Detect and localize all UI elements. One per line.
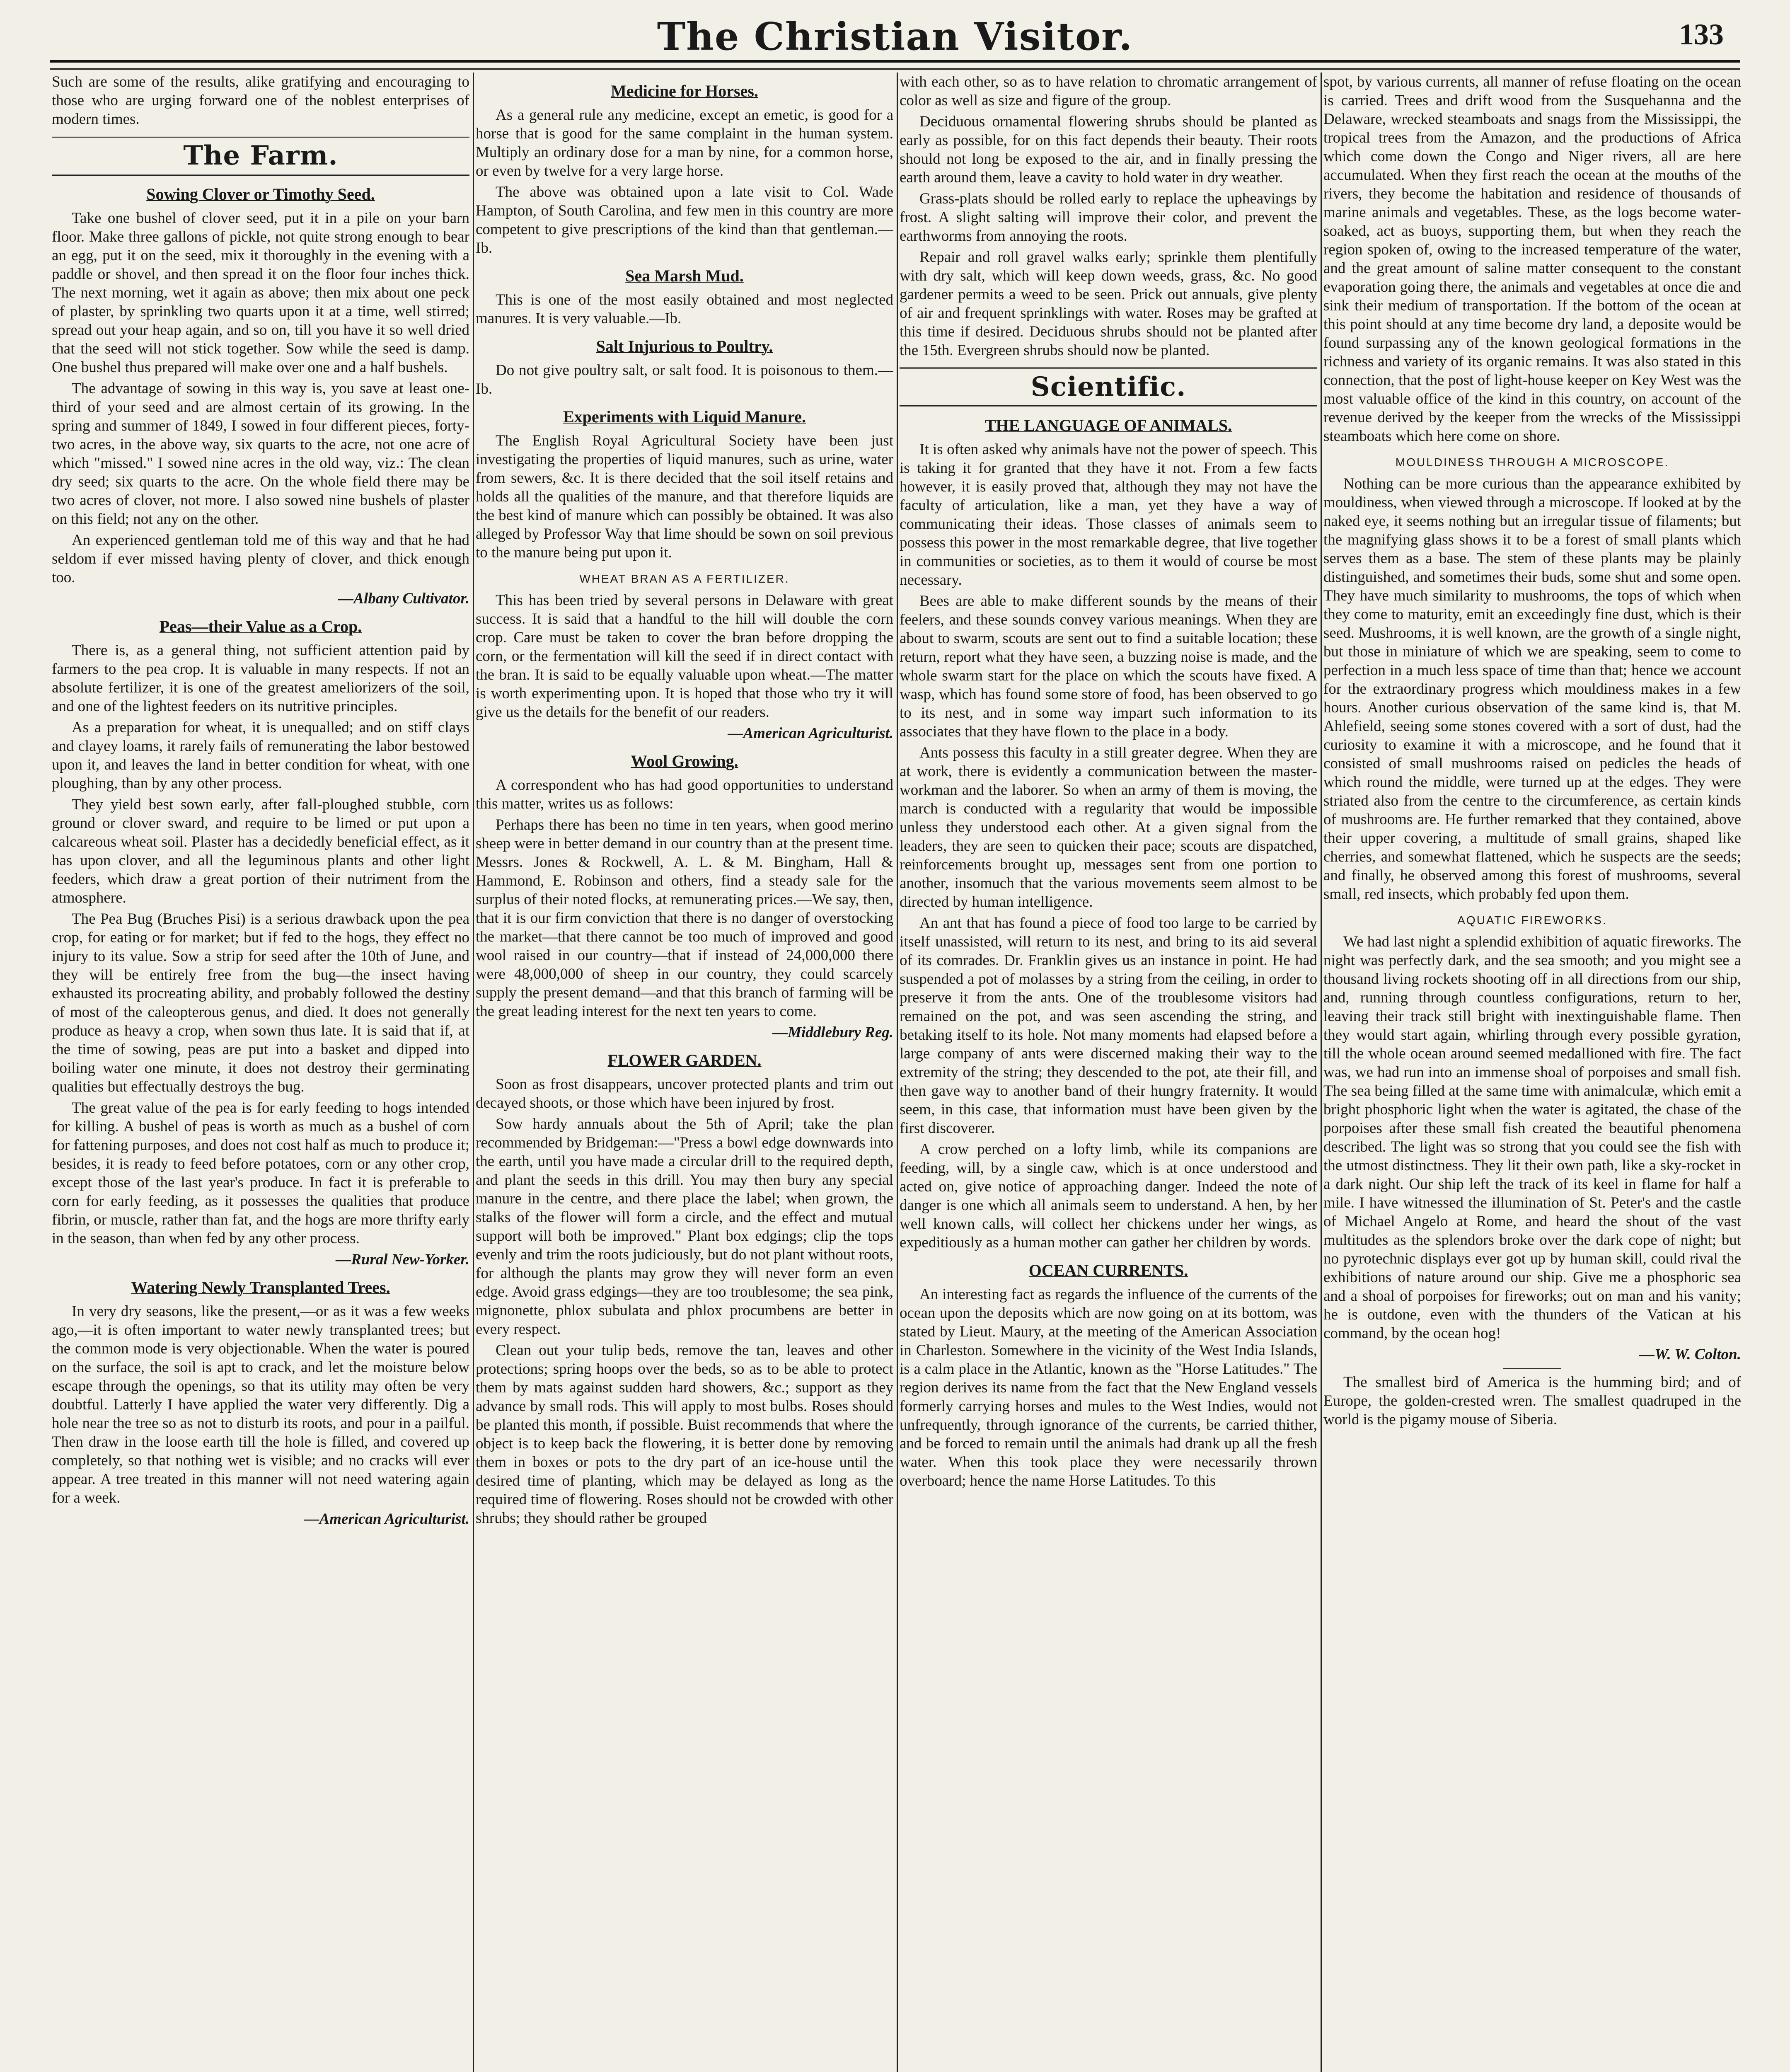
article-heading: Salt Injurious to Poultry. (596, 337, 773, 356)
article-paragraph: A correspondent who has had good opportunities to understand this matter, writes us as follows: (476, 777, 893, 812)
page-number: 133 (1679, 18, 1724, 51)
article-paragraph: An interesting fact as regards the influence of the currents of the ocean upon the deposits which are now going on at its bottom, was stated by Lieut. Maury, at the meeting of the American Association in Charleston. Somewhere in the vicinity of the West India Islands, is a calm place in the Atlantic, known as the "Horse Latitudes." The region derives its name from the fact that the New England vessels formerly carrying horses and mules to the West Indies, would not unfrequently, through ignorance of the currents, be carried thither, and be forced to remain until the animals had drank up all the fresh water. When this took place they were necessarily thrown overboard; hence the name Horse Latitudes. To this (900, 1286, 1317, 1489)
article-source: —Rural New-Yorker. (336, 1251, 469, 1268)
article-subheading: AQUATIC FIREWORKS. (1457, 914, 1607, 927)
article-paragraph: Nothing can be more curious than the appearance exhibited by mouldiness, when viewed through a microscope. If looked at by the naked eye, it seems nothing but an irregular tissue of filaments; but the magnifying glass shows it to be a forest of small plants which serves them as a base. The stem of these plants may be plainly distinguished, and sometimes their buds, some shut and some open. They have much similarity to mushrooms, the tops of which when they come to maturity, emit an exceedingly fine dust, which is their seed. Mushrooms, it is well known, are the growth of a single night, but those in miniature of which we are speaking, seem to come to perfection in a much less space of time than that; hence we account for the extraordinary progress which mouldiness makes in a few hours. Another curious observation of the same kind is, that M. Ahlefield, seeing some stones covered with a sort of dust, had the curiosity to examine it with a microscope, and he found that it consisted of small mushrooms raised on pedicles the heads of which round the middle, were turned up at the edges. They were striated also from the centre to the circumference, as certain kinds of mushrooms are. He further remarked that they contained, above their upper covering, a multitude of small grains, shaped like cherries, and somewhat flattened, which he suspects are the seeds; and finally, he observed among this forest of mushrooms, several small, red insects, which probably fed upon them. (1323, 475, 1741, 903)
article-paragraph: Take one bushel of clover seed, put it in a pile on your barn floor. Make three gallons of pickle, not quite strong enough to bear an egg, put it on the seed, mix it thoroughly in the evening with a paddle or shovel, and then spread it on the floor four inches thick. The next morning, wet it again as above; then mix about one peck of plaster, by sprinkling two quarts upon it at a time, well stirred; spread out your heap again, and so on, till you have it so well dried that the seed will not stick together. Sow while the seed is damp. One bushel thus prepared will make over one and a half bushels. (52, 210, 469, 376)
article-paragraph: spot, by various currents, all manner of refuse floating on the ocean is carried. Trees and drift wood from the Susquehanna and the Delaware, wrecked steamboats and snags from the Mississippi, the tropical trees from the Amazon, and the productions of Africa which come down the Congo and Niger rivers, all are here accumulated. When they first reach the ocean at the mouths of the rivers, they become the habitation and residence of thousands of marine animals and vegetables. These, as the logs become water-soaked, act as buoys, supporting them, but when they reach the region spoken of, owing to the increased temperature of the water, and the great amount of saline matter consequent to the constant evaporation going there, the animals and vegetables at once die and sink their medium of transportation. If the bottom of the ocean at this point should at any time become dry land, a deposite would be found surpassing any of the known geological formations in the richness and variety of its organic remains. It was also stated in this connection, that the post of light-house keeper on Key West was the most valuable office of the kind in this country, on account of the revenue derived by the keeper from the wrecks of the Mississippi steamboats which here come on shore. (1323, 73, 1741, 445)
article-paragraph: This has been tried by several persons in Delaware with great success. It is said that a handful to the hill will double the corn crop. Care must be taken to cover the bran before dropping the corn, or the fermentation will kill the seed if in direct contact with the bran. It is said to be equally valuable upon wheat.—The matter is worth experimenting upon. It is hoped that those who try it will give us the details for the benefit of our readers. (476, 592, 893, 721)
column-1 (52, 73, 469, 2072)
article-paragraph: There is, as a general thing, not sufficient attention paid by farmers to the pea crop. It is valuable in many respects. If not an absolute fertilizer, it is one of the greatest ameliorizers of the soil, and one of the lightest feeders on its nutritive principles. (52, 642, 469, 715)
article-heading: Sowing Clover or Timothy Seed. (146, 185, 375, 203)
article-paragraph: Clean out your tulip beds, remove the tan, leaves and other protections; spring hoops over the beds, so as to be able to protect them by mats against sudden hard showers, &c.; support as they advance by small rods. This will apply to most bulbs. Roses should be planted this month, if possible. Buist recommends that where the object is to keep back the flowering, it is better done by removing them in boxes or pots to the dry part of an ice-house until the desired time of planting, which may be delayed as long as the required time of flowering. Roses should not be crowded with other shrubs; they should rather be grouped (476, 1342, 893, 1527)
article-paragraph: Soon as frost disappears, uncover protected plants and trim out decayed shoots, or those which have been injured by frost. (476, 1076, 893, 1111)
article-heading: Medicine for Horses. (611, 82, 758, 100)
article-paragraph: Such are some of the results, alike gratifying and encouraging to those who are urging forward one of the noblest enterprises of modern times. (52, 73, 469, 128)
article-paragraph: Bees are able to make different sounds by the means of their feelers, and these sounds convey various meanings. When they are about to swarm, scouts are sent out to find a suitable location; these return, report what they have seen, a buzzing noise is made, and the whole swarm start for the place on which the scouts have fixed. A wasp, which has found some store of food, has been observed to go to its nest, and in some way impart such information to its associates that they have flown to the place in a body. (900, 593, 1317, 740)
article-paragraph: An ant that has found a piece of food too large to be carried by itself unassisted, will return to its nest, and bring to its aid several of its comrades. Dr. Franklin gives us an instance in point. He had suspended a pot of molasses by a string from the ceiling, in order to preserve it from the ants. One of the troublesome visitors had remained on the pot, and was seen ascending the string, and betaking itself to its hole. Not many moments had elapsed before a large company of ants were discerned making their way to the extremity of the string; they descended to the pot, ate their fill, and then gave way to another band of their hungry fraternity. It would seem, in this case, that information must have been given by the first discoverer. (900, 915, 1317, 1137)
article-paragraph: As a preparation for wheat, it is unequalled; and on stiff clays and clayey loams, it rarely fails of remunerating the labor bestowed upon it, and leaves the land in better condition for wheat, with one ploughing, than by any other process. (52, 719, 469, 792)
article-paragraph: As a general rule any medicine, except an emetic, is good for a horse that is good for the same complaint in the human system. Multiply an ordinary dose for a man by nine, for a common horse, or even by twelve for a very large horse. (476, 107, 893, 179)
article-heading: Peas—their Value as a Crop. (159, 617, 362, 636)
article-source: —American Agriculturist. (304, 1510, 469, 1527)
column-divider (473, 73, 474, 2072)
column-3 (900, 73, 1317, 2072)
masthead (50, 12, 1740, 61)
article-heading: FLOWER GARDEN. (607, 1051, 762, 1070)
article-paragraph: The above was obtained upon a late visit to Col. Wade Hampton, of South Carolina, and few men in this country are more competent to give prescriptions of the kind than that gentleman.—Ib. (476, 184, 893, 257)
article-subheading: WHEAT BRAN AS A FERTILIZER. (579, 572, 790, 585)
article-paragraph: with each other, so as to have relation to chromatic arrangement of color as well as size and figure of the group. (900, 73, 1317, 109)
article-heading: Wool Growing. (631, 752, 738, 770)
article-heading: Experiments with Liquid Manure. (563, 407, 806, 426)
masthead-rule (50, 60, 1740, 70)
department-heading: The Farm. (52, 136, 469, 176)
article-paragraph: The English Royal Agricultural Society have been just investigating the properties of liquid manures, such as urine, water from sewers, &c. It is there decided that the soil itself retains and holds all the qualities of the manure, and that therefore liquids are the best kind of manure which can possibly be obtained. It was also alleged by Professor Way that lime should be sown on soil previous to the manure being put upon it. (476, 432, 893, 561)
article-source: —American Agriculturist. (728, 725, 893, 742)
article-source: —W. W. Colton. (1639, 1346, 1741, 1363)
article-paragraph: Repair and roll gravel walks early; sprinkle them plentifully with dry salt, which will keep down weeds, grass, &c. No good gardener permits a weed to be seen. Prick out annuals, give plenty of air and frequent sprinklings with water. Roses may be grafted at this time if desired. Deciduous shrubs should not be planted after the 15th. Evergreen shrubs should now be planted. (900, 249, 1317, 359)
column-2 (476, 73, 893, 2072)
column-4 (1323, 73, 1741, 2072)
article-source: —Middlebury Reg. (772, 1024, 893, 1041)
article-paragraph: In very dry seasons, like the present,—or as it was a few weeks ago,—it is often important to water newly transplanted trees; but the common mode is very objectionable. When the water is poured on the surface, the soil is apt to crack, and let the moisture below escape through the openings, so that its utility may often be very doubtful. Latterly I have applied the water very differently. Dig a hole near the tree so as not to disturb its roots, and pour in a pailful. Then draw in the loose earth till the hole is filled, and covered up completely, so that nothing wet is visible; and no cracks will ever appear. A tree treated in this manner will not need watering again for a week. (52, 1303, 469, 1506)
article-heading: THE LANGUAGE OF ANIMALS. (984, 416, 1232, 435)
article-subheading: MOULDINESS THROUGH A MICROSCOPE. (1395, 456, 1669, 469)
article-paragraph: Deciduous ornamental flowering shrubs should be planted as early as possible, for on this fact depends their beauty. Their roots should not long be exposed to the air, and in finally pressing the earth around them, leave a cavity to hold water in dry weather. (900, 113, 1317, 186)
article-paragraph: Grass-plats should be rolled early to replace the upheavings by frost. A slight salting will improve their color, and prevent the earthworms from annoying the roots. (900, 190, 1317, 244)
separator-rule (1503, 1368, 1561, 1369)
article-paragraph: They yield best sown early, after fall-ploughed stubble, corn ground or clover sward, and require to be limed or put upon a calcareous wheat soil. Plaster has a decidedly beneficial effect, as it has upon clover, and all the leguminous plants and other light feeders, which draw a great portion of their nutriment from the atmosphere. (52, 796, 469, 906)
article-paragraph: A crow perched on a lofty limb, while its companions are feeding, will, by a single caw, which is at once understood and acted on, give notice of approaching danger. Indeed the note of danger is one which all animals seem to understand. A hen, by her well known calls, will collect her chickens under her wings, as expeditiously as a human mother can gather her children by words. (900, 1141, 1317, 1251)
article-paragraph: Do not give poultry salt, or salt food. It is poisonous to them.—Ib. (476, 362, 893, 397)
article-heading: OCEAN CURRENTS. (1028, 1261, 1188, 1280)
article-paragraph: This is one of the most easily obtained and most neglected manures. It is very valuable.—Ib. (476, 291, 893, 327)
article-source: —Albany Cultivator. (338, 590, 469, 607)
article-heading: Sea Marsh Mud. (625, 266, 744, 285)
article-paragraph: Ants possess this faculty in a still greater degree. When they are at work, there is evidently a communication between the master-workman and the laborer. So when an army of them is moving, the march is conducted with a regularity that would be impossible unless they understood each other. At a given signal from the leaders, they are seen to quicken their pace; scouts are dispatched, reinforcements brought up, messages sent from one portion to another, insomuch that the various movements seem almost to be directed by human intelligence. (900, 744, 1317, 910)
article-paragraph: The smallest bird of America is the humming bird; and of Europe, the golden-crested wren. The smallest quadruped in the world is the pigamy mouse of Siberia. (1323, 1374, 1741, 1428)
article-paragraph: We had last night a splendid exhibition of aquatic fireworks. The night was perfectly dark, and the sea smooth; and you might see a thousand living rockets shooting off in all directions from our ship, and, running through countless configurations, return to her, leaving their track still bright with inextinguishable flame. Then they would start again, whirling through every possible gyration, till the whole ocean around seemed medallioned with fire. The fact was, we had run into an immense shoal of porpoises and small fish. The sea being filled at the same time with animalculæ, which emit a bright phosphoric light when the water is agitated, the chase of the porpoises after these small fish created the beautiful phenomena described. The light was so strong that you could see the fish with the utmost distinctness. They lit their own path, like a sky-rocket in a dark night. Our ship left the track of its keel in flame for half a mile. I have witnessed the illumination of St. Peter's and the castle of Michael Angelo at Rome, and heard the shout of the vast multitudes as the splendors broke over the dark cope of night; but no pyrotechnic displays ever got up by human skill, could rival the exhibitions of nature around our ship. Give me a phosphoric sea and a shoal of porpoises for fireworks; out on man and his vanity; he is outdone, even with the thunders of the Vatican at his command, by the ocean hog! (1323, 933, 1741, 1342)
article-paragraph: Perhaps there has been no time in ten years, when good merino sheep were in better demand in our country than at the present time. Messrs. Jones & Rockwell, A. L. & M. Bingham, Hall & Hammond, E. Robinson and others, find a steady sale for the surplus of their noted flocks, at remunerating prices.—We say, then, that it is our firm conviction that there is no danger of overstocking the market—that there cannot be too much of improved and good wool raised in our country—that if instead of 24,000,000 there were 48,000,000 of sheep in our country, they could scarcely supply the present demand—and that this branch of farming will be the great leading interest for the next ten years to come. (476, 816, 893, 1020)
newspaper-title: The Christian Visitor. (657, 14, 1133, 59)
article-paragraph: The advantage of sowing in this way is, you save at least one-third of your seed and are almost certain of its growing. In the spring and summer of 1849, I sowed in four different pieces, forty-two acres, in the above way, six quarts to the acre, not one acre of which "missed." I sowed nine acres in the old way, viz.: The clean dry seed; six quarts to the acre. On the whole field there may be two acres of clover, not more. I also sowed nine bushels of plaster on this field; not any on the other. (52, 380, 469, 528)
column-divider (1321, 73, 1322, 2072)
article-paragraph: Sow hardy annuals about the 5th of April; take the plan recommended by Bridgeman:—"Press a bowl edge downwards into the earth, until you have made a circular drill to the required depth, and plant the seeds in this drill. You may then bury any special manure in the centre, and there place the label; when grown, the stalks of the flower will form a circle, and the effect and mutual support will both be improved." Plant box edgings; clip the tops evenly and trim the roots judiciously, but do not plant without roots, for although the plants may grow they will never form an even edge. Avoid grass edgings—they are too troublesome; the sea pink, mignonette, phlox subulata and phlox procumbens are better in every respect. (476, 1116, 893, 1338)
article-paragraph: It is often asked why animals have not the power of speech. This is taking it for granted that they have it not. From a few facts however, it is easily proved that, although they may not have the faculty of articulation, like a man, yet they have a way of communicating their ideas. Those classes of animals seem to possess this power in the most remarkable degree, that live together in communities or societies, as to them it would of course be most necessary. (900, 441, 1317, 588)
article-paragraph: An experienced gentleman told me of this way and that he had seldom if ever missed having plenty of clover, and thick enough too. (52, 532, 469, 586)
article-heading: Watering Newly Transplanted Trees. (131, 1278, 390, 1297)
article-paragraph: The Pea Bug (Bruches Pisi) is a serious drawback upon the pea crop, for eating or for market; but if fed to the hogs, they effect no injury to its value. Sow a strip for seed after the 10th of June, and they will be entirely free from the bug—the insect having exhausted its procreating ability, and probably followed the destiny of most of the caleopterous genus, and died. It does not generally produce as heavy a crop, when sown thus late. It is said that if, at the time of sowing, peas are put into a basket and dipped into boiling water one minute, it does not destroy their germinating qualities but effectually destroys the bug. (52, 910, 469, 1095)
article-paragraph: The great value of the pea is for early feeding to hogs intended for killing. A bushel of peas is worth as much as a bushel of corn for fattening purposes, and does not cost half as much to produce it; besides, it is ready to feed before potatoes, corn or any other crop, except those of the last year's produce. In fact it is preferable to corn for early feeding, as it possesses the qualities that produce fibrin, or muscle, rather than fat, and the hogs are more thrifty early in the season, than when fed by any other process. (52, 1099, 469, 1247)
column-divider (897, 73, 898, 2072)
department-heading: Scientific. (900, 367, 1317, 407)
